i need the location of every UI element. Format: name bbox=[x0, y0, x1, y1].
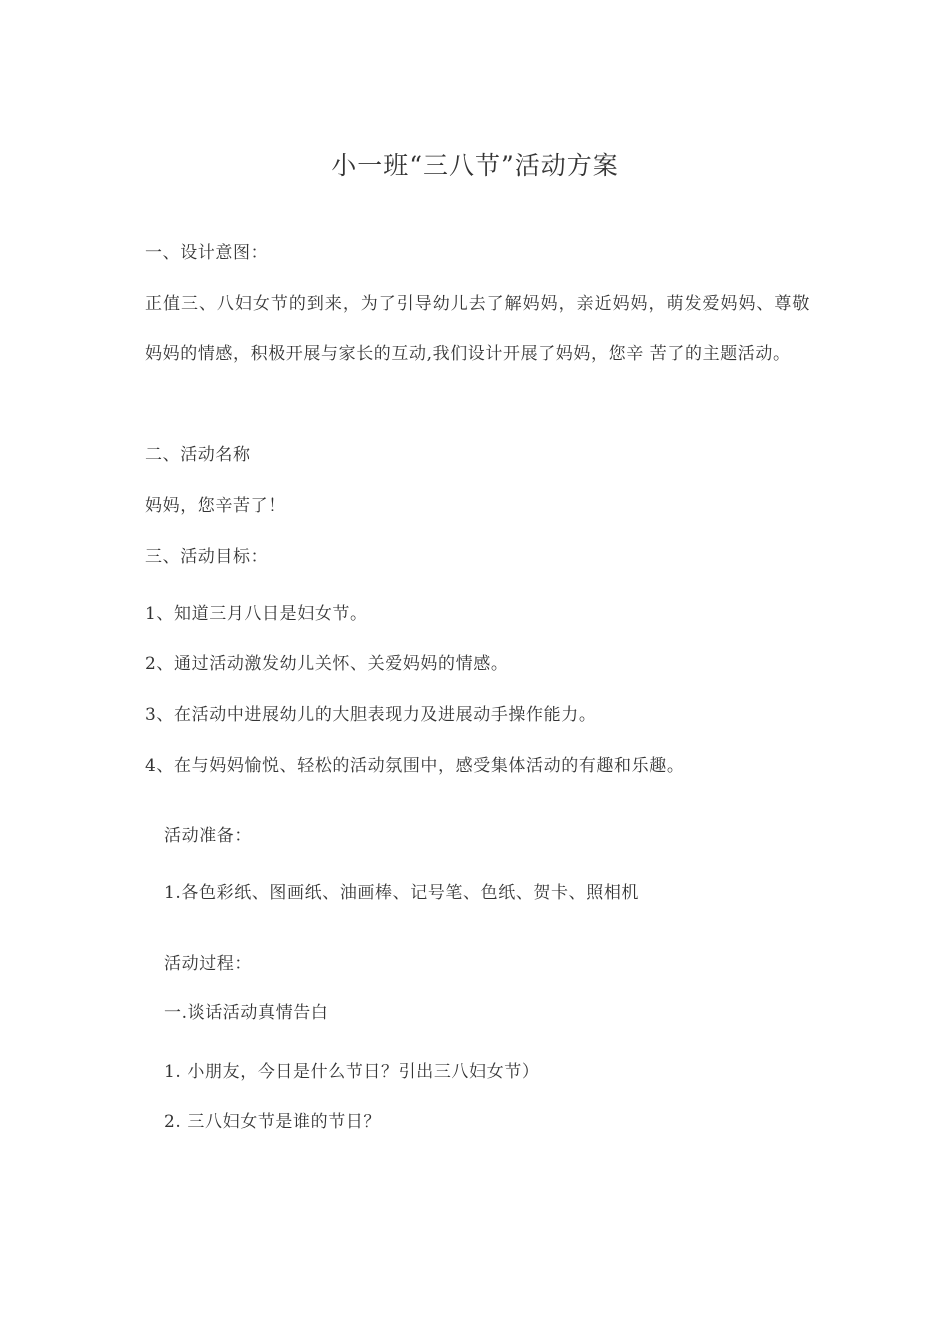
process-subheading: 一.谈话活动真情告白 bbox=[164, 1003, 329, 1023]
activity-name-text: 妈妈，您辛苦了！ bbox=[145, 496, 286, 516]
section-heading-activity-goals: 三、活动目标： bbox=[145, 547, 269, 567]
section-heading-activity-name: 二、活动名称 bbox=[145, 445, 251, 465]
document-title: 小一班“三八节”活动方案 bbox=[331, 151, 619, 180]
section-heading-preparation: 活动准备： bbox=[164, 826, 252, 846]
goal-item: 3、在活动中进展幼儿的大胆表现力及进展动手操作能力。 bbox=[145, 705, 597, 725]
section-heading-design-intent: 一、设计意图： bbox=[145, 243, 269, 263]
goal-item: 1、知道三月八日是妇女节。 bbox=[145, 604, 368, 624]
goal-item: 4、在与妈妈愉悦、轻松的活动氛围中，感受集体活动的有趣和乐趣。 bbox=[145, 756, 685, 776]
process-step: 1. 小朋友，今日是什么节日？引出三八妇女节） bbox=[164, 1062, 540, 1082]
design-intent-paragraph: 正值三、八妇女节的到来，为了引导幼儿去了解妈妈，亲近妈妈，萌发爱妈妈、尊敬妈妈的情感，积极开展与家长的互动,我们设计开展了妈妈，您辛 苦了的主题活动。 bbox=[145, 294, 810, 364]
preparation-item: 1.各色彩纸、图画纸、油画棒、记号笔、色纸、贺卡、照相机 bbox=[164, 883, 640, 903]
section-heading-process: 活动过程： bbox=[164, 954, 252, 974]
goal-item: 2、通过活动激发幼儿关怀、关爱妈妈的情感。 bbox=[145, 654, 509, 674]
process-step: 2. 三八妇女节是谁的节日？ bbox=[164, 1112, 382, 1132]
